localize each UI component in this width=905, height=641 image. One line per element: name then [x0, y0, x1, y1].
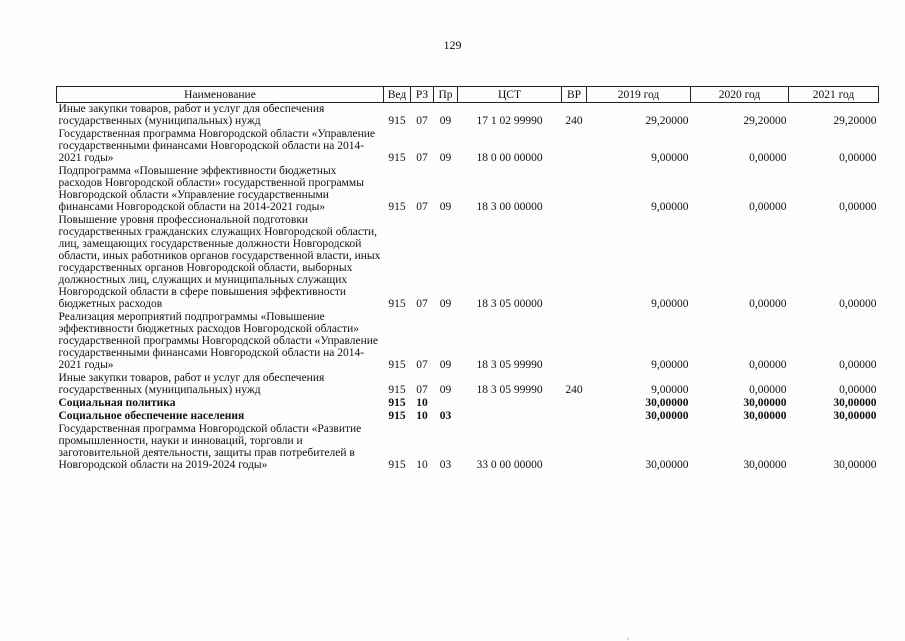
row-name: Иные закупки товаров, работ и услуг для обеспечения государственных (муниципальных) нужд — [58, 372, 325, 396]
row-pr: 09 — [439, 298, 452, 310]
row-cst — [458, 396, 562, 409]
row-ved: 915 — [388, 115, 406, 127]
row-pr: 09 — [439, 115, 452, 127]
row-2020-value: 0,00000 — [749, 298, 787, 310]
row-rz: 07 — [416, 115, 428, 127]
row-2019-value: 9,00000 — [651, 152, 689, 164]
table-row — [57, 164, 879, 213]
row-2020-value: 0,00000 — [749, 201, 787, 213]
row-2019-value: 9,00000 — [651, 298, 689, 310]
row-cst: 33 0 00 00000 — [476, 459, 543, 471]
row-name: Иные закупки товаров, работ и услуг для обеспечения государственных (муниципальных) нужд — [58, 103, 325, 127]
table-row — [57, 127, 879, 164]
row-ved: 915 — [388, 298, 406, 310]
row-name: Социальное обеспечение населения — [58, 410, 245, 422]
row-2020-value: 0,00000 — [749, 384, 787, 396]
row-cst: 18 0 00 00000 — [476, 152, 543, 164]
row-2021-value: 0,00000 — [839, 384, 877, 396]
header-name: Наименование — [57, 87, 384, 103]
row-2020-value: 30,00000 — [743, 397, 787, 409]
table-row — [57, 409, 879, 422]
row-pr — [434, 396, 458, 409]
row-2019-value: 9,00000 — [651, 384, 689, 396]
row-pr: 03 — [439, 410, 452, 422]
row-2021-value: 0,00000 — [839, 359, 877, 371]
row-2020-value: 30,00000 — [743, 410, 787, 422]
row-vr — [562, 213, 587, 310]
row-cst: 17 1 02 99990 — [476, 115, 543, 127]
row-2020-value: 30,00000 — [743, 459, 787, 471]
row-2019-value: 30,00000 — [645, 410, 689, 422]
row-name: Государственная программа Новгородской области «Развитие промышленности, науки и инноваций, торговли и заготовительной деятельности, защиты прав потребителей в Новгородской области на 2019-2024 годы» — [58, 423, 362, 471]
row-2021-value: 30,00000 — [833, 459, 877, 471]
row-2020-value: 29,20000 — [743, 115, 787, 127]
row-2020-value: 0,00000 — [749, 152, 787, 164]
row-2021-value: 30,00000 — [833, 397, 877, 409]
row-cst: 18 3 00 00000 — [476, 201, 543, 213]
header-vr: ВР — [562, 87, 587, 103]
budget-table — [56, 86, 879, 471]
row-vr — [562, 164, 587, 213]
row-pr: 03 — [439, 459, 452, 471]
row-pr: 09 — [439, 201, 452, 213]
row-rz: 07 — [416, 359, 428, 371]
row-rz: 10 — [416, 410, 428, 422]
table-row — [57, 310, 879, 371]
row-ved: 915 — [388, 397, 406, 409]
row-vr — [562, 396, 587, 409]
row-pr: 09 — [439, 384, 452, 396]
header-2021: 2021 год — [789, 87, 879, 103]
row-name: Социальная политика — [58, 397, 176, 409]
row-rz: 07 — [416, 298, 428, 310]
row-vr — [562, 409, 587, 422]
row-rz: 07 — [416, 201, 428, 213]
row-rz: 07 — [416, 384, 428, 396]
row-vr: 240 — [565, 384, 583, 396]
row-name: Повышение уровня профессиональной подготовки государственных гражданских служащих Новгородской области, лиц, замещающих государственные должности Новгородской области, иных работников органов государственной власти, иных государственных органов Новгородской области, выборных должностных лиц, служащих и муниципальных служащих Новгородской области в сфере повышения эффективности бюджетных расходов — [58, 214, 381, 310]
row-pr: 09 — [439, 359, 452, 371]
header-2019: 2019 год — [587, 87, 691, 103]
row-ved: 915 — [388, 152, 406, 164]
row-2020-value: 0,00000 — [749, 359, 787, 371]
row-2019-value: 29,20000 — [645, 115, 689, 127]
header-ved: Вед — [384, 87, 411, 103]
row-name: Подпрограмма «Повышение эффективности бюджетных расходов Новгородской области» государственной программы Новгородской области «Управление государственными финансами Новгородской области на 2014-2021 годы» — [58, 165, 364, 213]
row-2019-value: 9,00000 — [651, 359, 689, 371]
row-ved: 915 — [388, 459, 406, 471]
row-pr: 09 — [439, 152, 452, 164]
row-2019-value: 30,00000 — [645, 459, 689, 471]
row-vr — [562, 422, 587, 471]
row-rz: 07 — [416, 152, 428, 164]
header-pr: Пр — [434, 87, 458, 103]
row-vr: 240 — [565, 115, 583, 127]
table-header — [57, 87, 879, 103]
row-cst: 18 3 05 00000 — [476, 298, 543, 310]
scan-mark: , — [627, 632, 629, 641]
row-rz: 10 — [416, 459, 428, 471]
row-2021-value: 30,00000 — [833, 410, 877, 422]
row-2021-value: 0,00000 — [839, 201, 877, 213]
header-rz: РЗ — [411, 87, 434, 103]
row-2021-value: 0,00000 — [839, 152, 877, 164]
row-cst: 18 3 05 99990 — [476, 384, 543, 396]
row-cst: 18 3 05 99990 — [476, 359, 543, 371]
row-ved: 915 — [388, 410, 406, 422]
table-body — [57, 103, 879, 472]
table-row — [57, 396, 879, 409]
row-2021-value: 29,20000 — [833, 115, 877, 127]
header-cst: ЦСТ — [458, 87, 562, 103]
row-2019-value: 9,00000 — [651, 201, 689, 213]
header-2020: 2020 год — [691, 87, 789, 103]
row-2019-value: 30,00000 — [645, 397, 689, 409]
table-row — [57, 422, 879, 471]
table-row — [57, 103, 879, 128]
row-rz: 10 — [416, 397, 428, 409]
row-ved: 915 — [388, 384, 406, 396]
row-vr — [562, 310, 587, 371]
page-number: 129 — [443, 38, 462, 52]
row-name: Государственная программа Новгородской области «Управление государственными финансами Новгородской области на 2014-2021 годы» — [58, 128, 376, 164]
row-2021-value: 0,00000 — [839, 298, 877, 310]
row-ved: 915 — [388, 359, 406, 371]
row-vr — [562, 127, 587, 164]
row-cst — [458, 409, 562, 422]
table-row — [57, 371, 879, 396]
table-row — [57, 213, 879, 310]
row-ved: 915 — [388, 201, 406, 213]
row-name: Реализация мероприятий подпрограммы «Повышение эффективности бюджетных расходов Новгородской области» государственной программы Новгородской области «Управление государственными финансами Новгородской области на 2014-2021 годы» — [58, 311, 379, 371]
